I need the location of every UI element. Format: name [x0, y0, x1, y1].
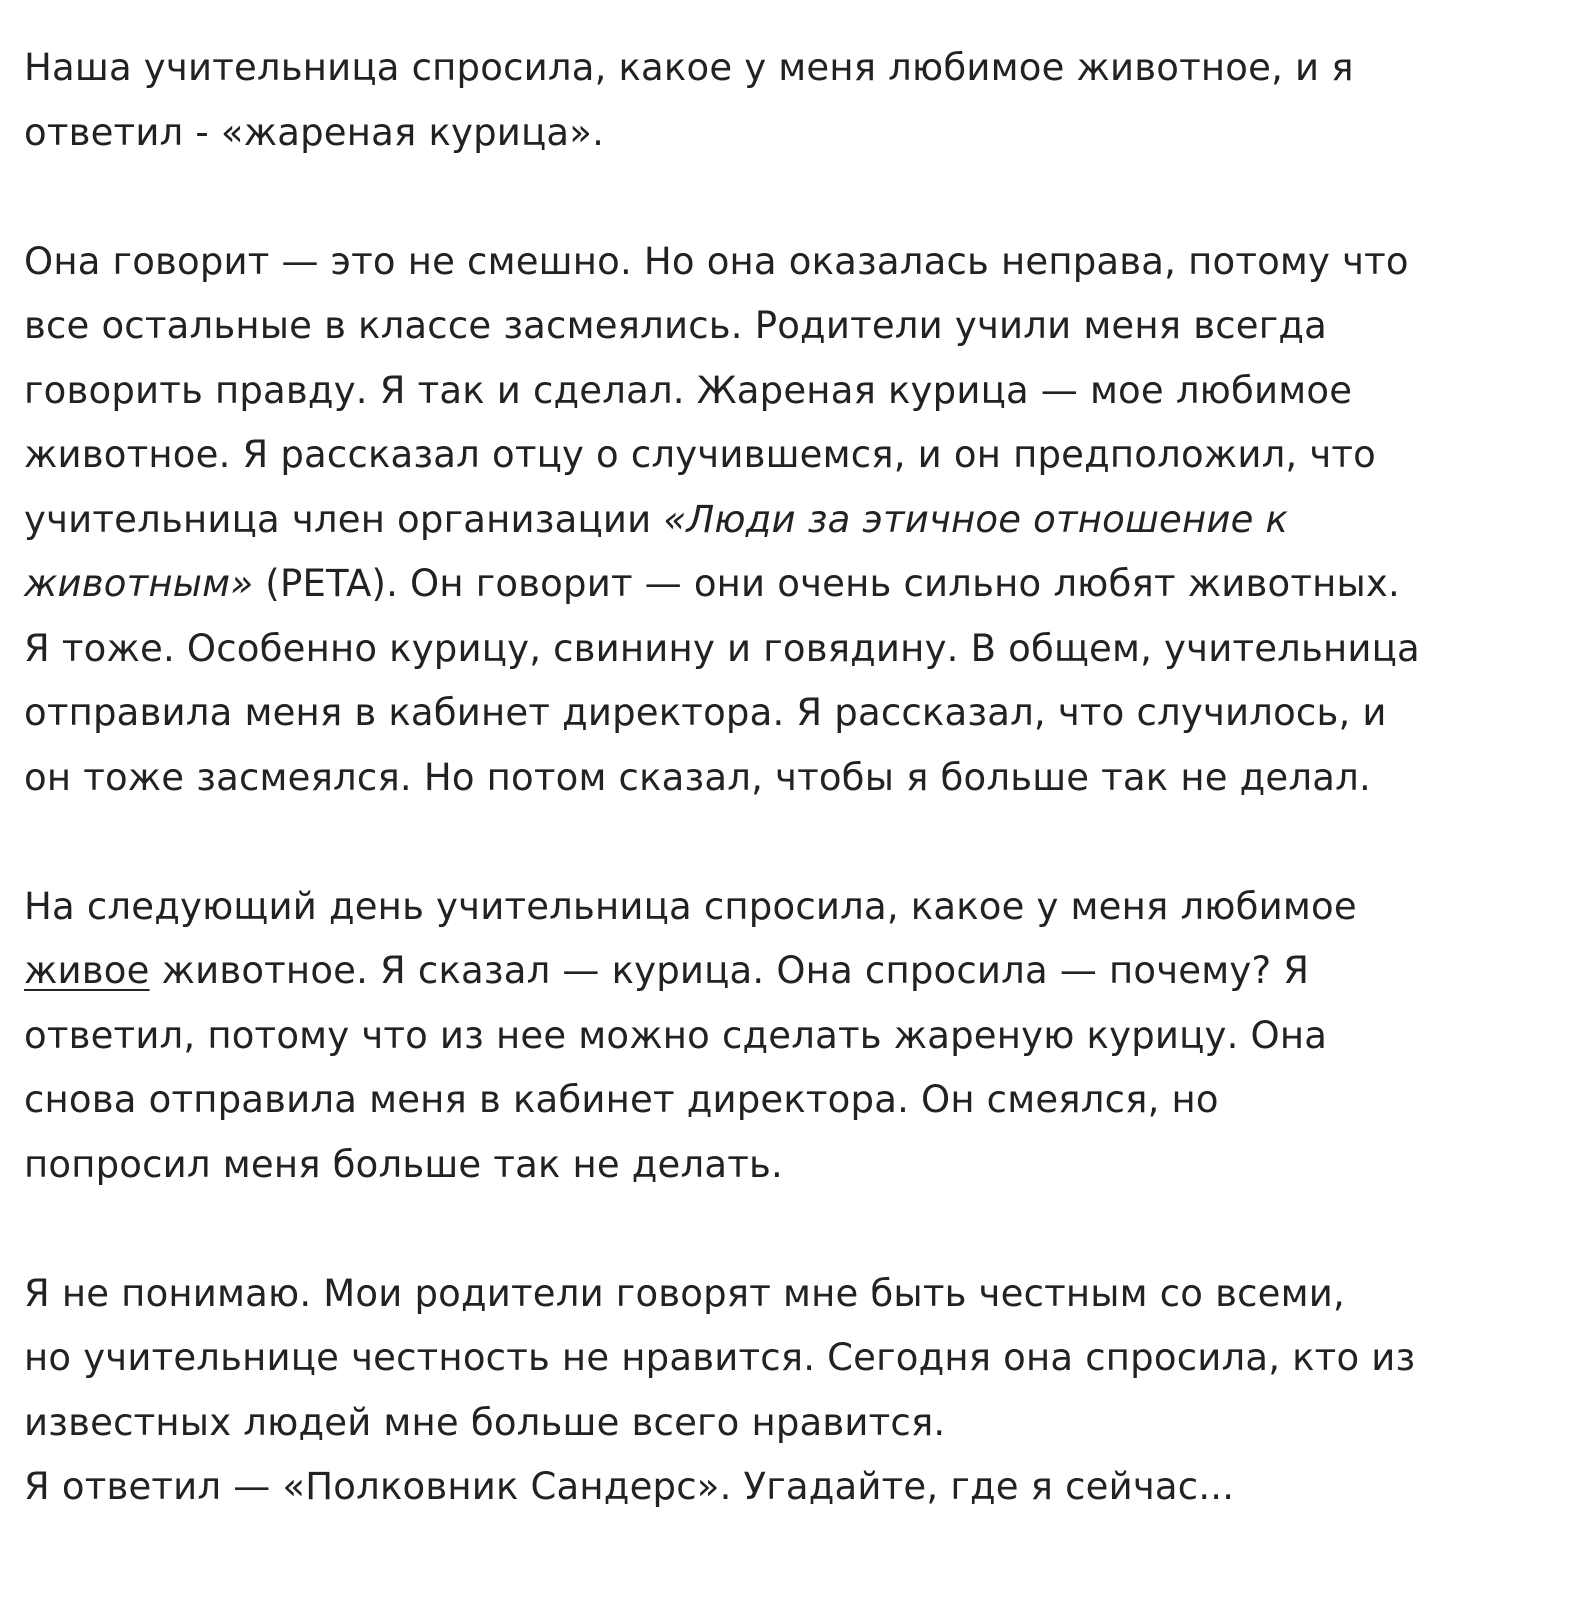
text-line: известных людей мне больше всего нравится.	[24, 1400, 946, 1444]
text-line: ответил - «жареная курица».	[24, 110, 605, 154]
text-line: Я ответил — «Полковник Сандерс». Угадайте, где я сейчас...	[24, 1465, 1235, 1508]
text-line: отправила меня в кабинет директора. Я рассказал, что случилось, и	[24, 691, 1387, 734]
text-line: он тоже засмеялся. Но потом сказал, чтобы я больше так не делал.	[24, 755, 1371, 799]
paragraph-gap	[24, 1197, 1564, 1262]
text-line: Она говорит — это не смешно. Но она оказалась неправа, потому что	[24, 239, 1409, 283]
text-line: но учительнице честность не нравится. Сегодня она спросила, кто из	[24, 1336, 1416, 1379]
text-line	[24, 552, 1564, 617]
text-line: Наша учительница спросила, какое у меня любимое животное, и я	[24, 46, 1354, 89]
text-segment: (PETA). Он говорит — они очень сильно любят животных.	[253, 562, 1400, 605]
joke-text	[24, 36, 1564, 1520]
paragraph-1	[24, 36, 1564, 165]
paragraph-3	[24, 875, 1564, 1198]
text-line: На следующий день учительница спросила, какое у меня любимое	[24, 884, 1357, 928]
text-line: ответил, потому что из нее можно сделать жареную курицу. Она	[24, 1013, 1328, 1057]
text-line: говорить правду. Я так и сделал. Жареная курица — мое любимое	[24, 368, 1353, 412]
text-segment: животное. Я сказал — курица. Она спросила — почему? Я	[149, 949, 1310, 992]
text-line: животное. Я рассказал отцу о случившемся, и он предположил, что	[24, 433, 1377, 476]
paragraph-2	[24, 230, 1564, 811]
text-segment: учительница член организации	[24, 497, 664, 541]
organization-name: «Люди за этичное отношение к	[663, 497, 1289, 541]
organization-name-end: животным»	[24, 562, 254, 605]
paragraph-4	[24, 1262, 1564, 1520]
paragraph-gap	[24, 810, 1564, 875]
text-line: снова отправила меня в кабинет директора. Он смеялся, но	[24, 1078, 1219, 1121]
text-line: все остальные в классе засмеялись. Родители учили меня всегда	[24, 304, 1328, 347]
paragraph-gap	[24, 165, 1564, 230]
text-line: попросил меня больше так не делать.	[24, 1142, 783, 1186]
underlined-word: живое	[24, 949, 150, 992]
text-line: Я не понимаю. Мои родители говорят мне быть честным со всеми,	[24, 1271, 1345, 1315]
text-line	[24, 939, 1564, 1004]
text-line: Я тоже. Особенно курицу, свинину и говядину. В общем, учительница	[24, 626, 1420, 670]
text-line	[24, 488, 1564, 553]
